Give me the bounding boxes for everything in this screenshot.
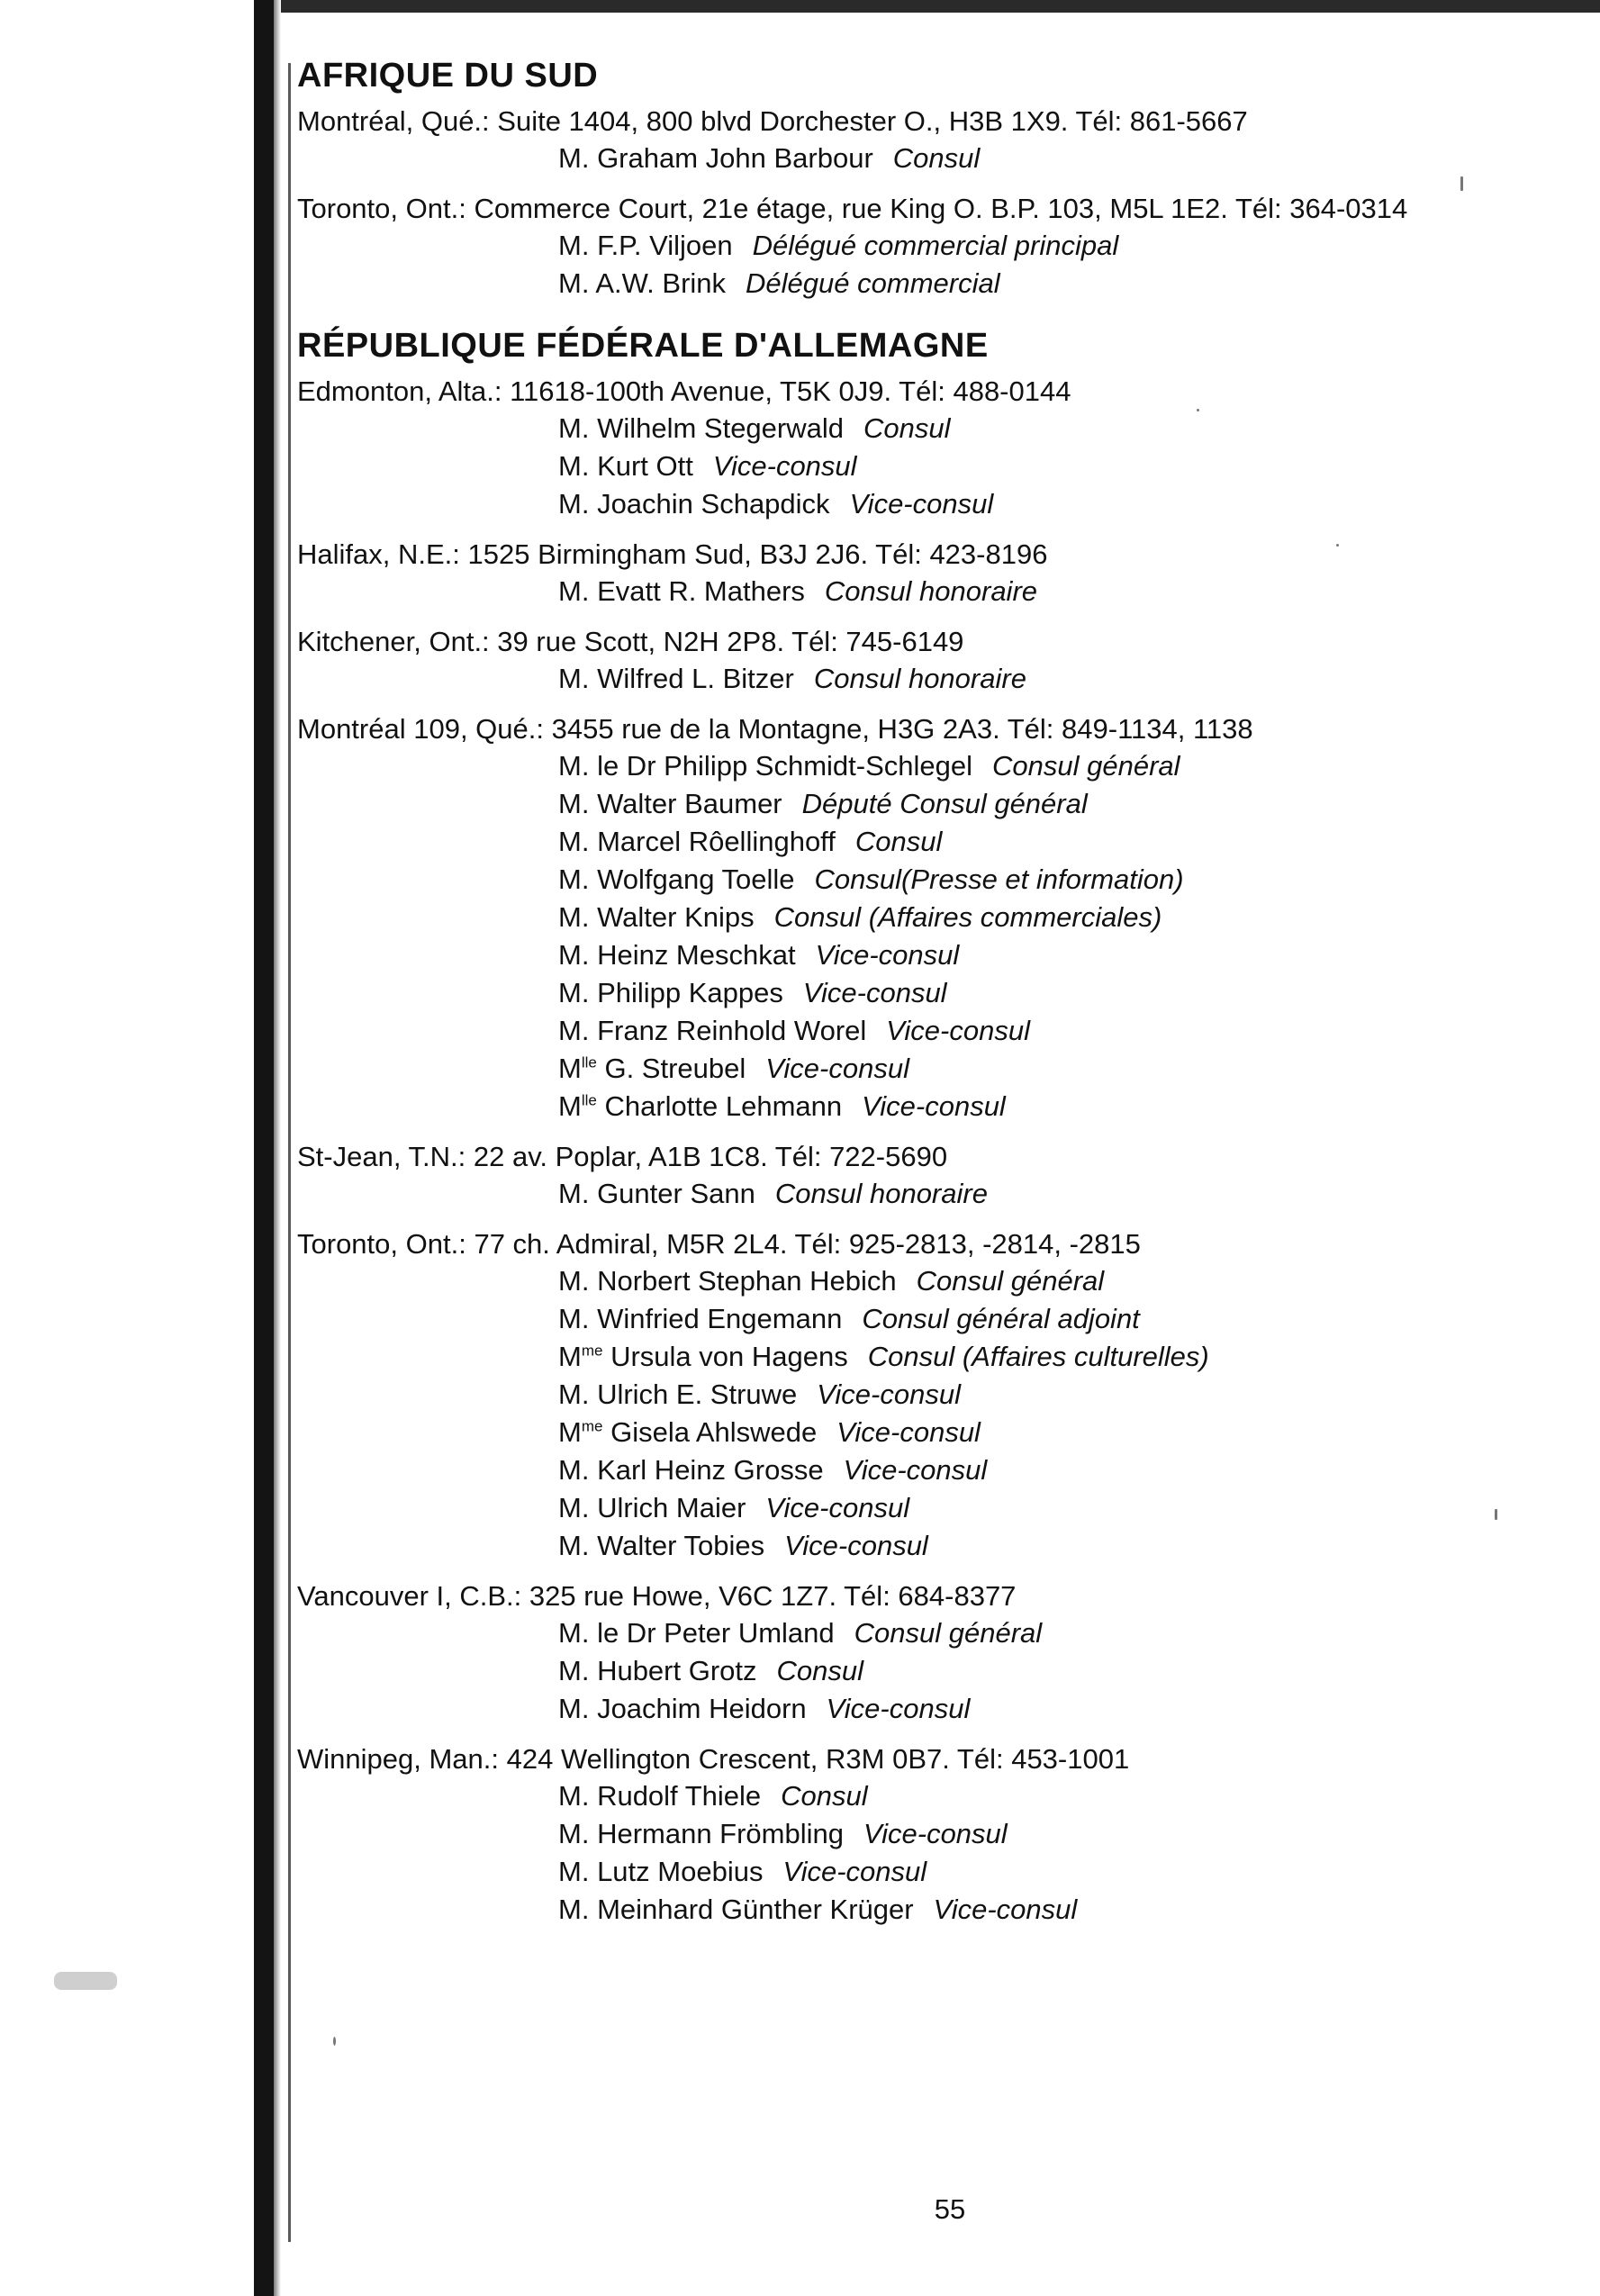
- office-address-line: [297, 1577, 1558, 1614]
- staff-name: Winfried Engemann: [597, 1303, 843, 1334]
- office-address-line: [297, 373, 1558, 410]
- staff-entry: [297, 573, 1558, 610]
- staff-name-group: [558, 1617, 835, 1649]
- name-separator: [589, 412, 597, 444]
- office-address: 77 ch. Admiral, M5R 2L4. Tél: 925-2813, -2814, -2815: [474, 1228, 1141, 1260]
- staff-name-group: [558, 1265, 897, 1297]
- office-address-line: [297, 103, 1558, 140]
- staff-title: Consul honoraire: [813, 663, 1026, 694]
- staff-name: Kurt Ott: [597, 450, 693, 482]
- staff-entry: [297, 140, 1558, 177]
- staff-title: Consul: [863, 412, 951, 444]
- staff-prefix: M.: [558, 412, 590, 444]
- staff-prefix: M.: [558, 939, 590, 971]
- country-section: [297, 326, 1558, 1929]
- staff-name: Charlotte Lehmann: [604, 1090, 843, 1122]
- staff-entry: [297, 974, 1558, 1012]
- staff-name: Hubert Grotz: [597, 1655, 757, 1686]
- staff-name: Norbert Stephan Hebich: [597, 1265, 897, 1297]
- staff-entry: [297, 660, 1558, 698]
- address-separator: [490, 105, 498, 137]
- staff-name-group: [558, 488, 830, 520]
- consulate-office: [297, 1577, 1558, 1728]
- name-separator: [589, 1617, 597, 1649]
- staff-prefix: M.: [558, 1780, 590, 1812]
- name-separator: [589, 1454, 597, 1486]
- staff-name-group: [558, 267, 726, 299]
- name-separator: [589, 1530, 597, 1561]
- staff-title: Vice-consul: [836, 1416, 981, 1448]
- staff-name-group: [558, 663, 794, 694]
- staff-name: Karl Heinz Grosse: [597, 1454, 824, 1486]
- name-separator: [589, 939, 597, 971]
- staff-prefix: M.: [558, 1492, 590, 1523]
- staff-name: le Dr Peter Umland: [597, 1617, 835, 1649]
- staff-prefix: M.: [558, 1530, 590, 1561]
- office-address-line: [297, 1225, 1558, 1262]
- staff-name-group: [558, 1416, 817, 1448]
- staff-name-group: [558, 1780, 761, 1812]
- staff-prefix: M.: [558, 267, 590, 299]
- staff-name-group: [558, 1015, 866, 1046]
- staff-name: Wilfred L. Bitzer: [597, 663, 794, 694]
- staff-title: Consul honoraire: [824, 575, 1038, 607]
- staff-name-group: [558, 1818, 844, 1849]
- staff-name: Walter Knips: [597, 901, 755, 933]
- staff-prefix: M.: [558, 1265, 590, 1297]
- staff-title: Vice-consul: [782, 1856, 927, 1887]
- directory-page: [297, 56, 1558, 1941]
- staff-name-group: [558, 977, 783, 1008]
- staff-name: Joachin Schapdick: [597, 488, 830, 520]
- staff-name: Walter Tobies: [597, 1530, 765, 1561]
- consulate-office: [297, 373, 1558, 523]
- staff-title: Vice-consul: [817, 1379, 961, 1410]
- staff-title: Vice-consul: [712, 450, 857, 482]
- office-city: Edmonton, Alta.:: [297, 375, 502, 407]
- office-city: St-Jean, T.N.:: [297, 1141, 466, 1172]
- staff-prefix: M.: [558, 575, 590, 607]
- staff-entry: [297, 747, 1558, 785]
- staff-name-group: [558, 1856, 763, 1887]
- staff-prefix: M.: [558, 1379, 590, 1410]
- page-number: 55: [934, 2193, 966, 2225]
- page-edge-line: [288, 63, 291, 2242]
- staff-name-group: [558, 1655, 757, 1686]
- address-separator: [499, 1743, 507, 1775]
- staff-prefix: M.: [558, 488, 590, 520]
- office-address: 1525 Birmingham Sud, B3J 2J6. Tél: 423-8196: [467, 538, 1048, 570]
- office-address-line: [297, 1740, 1558, 1777]
- office-city: Montréal, Qué.:: [297, 105, 490, 137]
- name-separator: [589, 750, 597, 782]
- scan-speck: [54, 1972, 117, 1990]
- staff-name-group: [558, 901, 755, 933]
- staff-title: Vice-consul: [933, 1894, 1078, 1925]
- staff-prefix-superscript: lle: [581, 1053, 597, 1071]
- staff-name: Ulrich E. Struwe: [597, 1379, 798, 1410]
- staff-name: Ursula von Hagens: [610, 1341, 848, 1372]
- staff-name: Joachim Heidorn: [597, 1693, 807, 1724]
- staff-entry: [297, 1338, 1558, 1376]
- staff-entry: [297, 1451, 1558, 1489]
- staff-prefix: M.: [558, 977, 590, 1008]
- staff-title: Consul(Presse et information): [814, 863, 1184, 895]
- name-separator: [589, 1015, 597, 1046]
- office-address: Suite 1404, 800 blvd Dorchester O., H3B 1X9. Tél: 861-5667: [497, 105, 1248, 137]
- staff-title: Délégué commercial: [746, 267, 1000, 299]
- country-heading: AFRIQUE DU SUD: [297, 57, 599, 95]
- staff-entry: [297, 1300, 1558, 1338]
- staff-name-group: [558, 1894, 914, 1925]
- staff-name-group: [558, 412, 844, 444]
- staff-entry: [297, 823, 1558, 861]
- staff-name: Gisela Ahlswede: [610, 1416, 818, 1448]
- address-separator: [521, 1580, 529, 1612]
- staff-name-group: [558, 939, 796, 971]
- office-address: Commerce Court, 21e étage, rue King O. B.P. 103, M5L 1E2. Tél: 364-0314: [474, 193, 1408, 224]
- name-separator: [589, 1178, 597, 1209]
- staff-prefix-superscript: lle: [581, 1091, 597, 1109]
- staff-name: G. Streubel: [604, 1053, 746, 1084]
- staff-title: Vice-consul: [862, 1090, 1006, 1122]
- staff-name-group: [558, 1178, 755, 1209]
- staff-title: Consul: [892, 142, 981, 174]
- staff-entry: [297, 227, 1558, 265]
- staff-prefix-superscript: me: [581, 1342, 603, 1360]
- office-city: Toronto, Ont.:: [297, 1228, 466, 1260]
- office-address: 424 Wellington Crescent, R3M 0B7. Tél: 453-1001: [506, 1743, 1130, 1775]
- staff-name: Ulrich Maier: [597, 1492, 746, 1523]
- staff-name-group: [558, 750, 972, 782]
- staff-prefix: M: [558, 1053, 582, 1084]
- scan-top-border: [270, 0, 1600, 13]
- staff-prefix: M.: [558, 1894, 590, 1925]
- staff-title: Vice-consul: [849, 488, 994, 520]
- staff-name-group: [558, 1454, 824, 1486]
- scan-binding-shadow: [274, 0, 281, 2296]
- office-address: 3455 rue de la Montagne, H3G 2A3. Tél: 849-1134, 1138: [551, 713, 1253, 745]
- staff-title: Consul: [781, 1780, 868, 1812]
- office-address: 22 av. Poplar, A1B 1C8. Tél: 722-5690: [473, 1141, 948, 1172]
- consulate-office: [297, 1225, 1558, 1565]
- office-city: Winnipeg, Man.:: [297, 1743, 499, 1775]
- staff-name: Rudolf Thiele: [597, 1780, 762, 1812]
- address-separator: [460, 538, 468, 570]
- address-separator: [490, 626, 498, 657]
- staff-entry: [297, 1527, 1558, 1565]
- staff-entry: [297, 861, 1558, 899]
- staff-name-group: [558, 450, 693, 482]
- staff-name: Hermann Frömbling: [597, 1818, 844, 1849]
- consulate-office: [297, 536, 1558, 610]
- consulate-office: [297, 1740, 1558, 1929]
- staff-title: Vice-consul: [784, 1530, 928, 1561]
- staff-entry: [297, 1652, 1558, 1690]
- address-separator: [466, 1141, 474, 1172]
- staff-prefix: M.: [558, 1015, 590, 1046]
- office-address-line: [297, 536, 1558, 573]
- name-separator: [589, 826, 597, 857]
- office-address: 11618-100th Avenue, T5K 0J9. Tél: 488-0144: [510, 375, 1071, 407]
- name-separator: [589, 663, 597, 694]
- consulate-office: [297, 710, 1558, 1125]
- staff-title: Consul général: [854, 1617, 1043, 1649]
- staff-name-group: [558, 1090, 842, 1122]
- staff-title: Consul général: [992, 750, 1180, 782]
- name-separator: [589, 1894, 597, 1925]
- name-separator: [602, 1341, 610, 1372]
- staff-name-group: [558, 230, 733, 261]
- address-separator: [502, 375, 510, 407]
- staff-entry: [297, 1414, 1558, 1451]
- name-separator: [589, 977, 597, 1008]
- name-separator: [589, 788, 597, 819]
- staff-entry: [297, 1815, 1558, 1853]
- staff-name: le Dr Philipp Schmidt-Schlegel: [597, 750, 973, 782]
- staff-prefix: M.: [558, 450, 590, 482]
- staff-name: Evatt R. Mathers: [597, 575, 805, 607]
- staff-name: Meinhard Günther Krüger: [597, 1894, 914, 1925]
- name-separator: [589, 1856, 597, 1887]
- name-separator: [589, 575, 597, 607]
- staff-prefix: M.: [558, 901, 590, 933]
- staff-entry: [297, 1853, 1558, 1891]
- staff-name-group: [558, 826, 836, 857]
- name-separator: [589, 488, 597, 520]
- staff-entry: [297, 1690, 1558, 1728]
- staff-name: Marcel Rôellinghoff: [597, 826, 836, 857]
- staff-prefix: M.: [558, 1617, 590, 1649]
- staff-title: Député Consul général: [801, 788, 1088, 819]
- staff-prefix: M: [558, 1090, 582, 1122]
- consulate-office: [297, 103, 1558, 177]
- staff-prefix: M.: [558, 750, 590, 782]
- staff-title: Consul (Affaires commerciales): [773, 901, 1162, 933]
- office-address-line: [297, 623, 1558, 660]
- staff-name: Graham John Barbour: [597, 142, 873, 174]
- name-separator: [589, 450, 597, 482]
- staff-name-group: [558, 1379, 797, 1410]
- staff-name: Lutz Moebius: [597, 1856, 764, 1887]
- staff-entry: [297, 447, 1558, 485]
- staff-title: Vice-consul: [886, 1015, 1030, 1046]
- staff-title: Vice-consul: [826, 1693, 971, 1724]
- name-separator: [589, 1492, 597, 1523]
- name-separator: [589, 1379, 597, 1410]
- staff-entry: [297, 1088, 1558, 1125]
- staff-title: Vice-consul: [815, 939, 960, 971]
- consulate-office: [297, 190, 1558, 303]
- staff-prefix: M.: [558, 826, 590, 857]
- staff-prefix: M.: [558, 1856, 590, 1887]
- name-separator: [589, 1303, 597, 1334]
- consulate-office: [297, 623, 1558, 698]
- office-city: Vancouver I, C.B.:: [297, 1580, 522, 1612]
- staff-name-group: [558, 575, 805, 607]
- staff-prefix: M.: [558, 1818, 590, 1849]
- staff-prefix: M.: [558, 230, 590, 261]
- staff-entry: [297, 1376, 1558, 1414]
- staff-title: Vice-consul: [863, 1818, 1008, 1849]
- country-section: [297, 56, 1558, 303]
- staff-entry: [297, 1050, 1558, 1088]
- staff-title: Consul (Affaires culturelles): [867, 1341, 1209, 1372]
- staff-prefix: M.: [558, 1303, 590, 1334]
- name-separator: [589, 1693, 597, 1724]
- staff-name: F.P. Viljoen: [597, 230, 733, 261]
- staff-title: Délégué commercial principal: [752, 230, 1119, 261]
- name-separator: [589, 1655, 597, 1686]
- staff-entry: [297, 485, 1558, 523]
- staff-title: Consul: [776, 1655, 864, 1686]
- office-address: 39 rue Scott, N2H 2P8. Tél: 745-6149: [497, 626, 964, 657]
- address-separator: [544, 713, 552, 745]
- staff-name-group: [558, 863, 795, 895]
- staff-name-group: [558, 1053, 746, 1084]
- office-address-line: [297, 190, 1558, 227]
- staff-entry: [297, 1891, 1558, 1929]
- staff-name: Wolfgang Toelle: [597, 863, 795, 895]
- staff-prefix: M.: [558, 1655, 590, 1686]
- name-separator: [589, 901, 597, 933]
- staff-entry: [297, 410, 1558, 447]
- staff-prefix: M.: [558, 863, 590, 895]
- staff-name-group: [558, 1303, 842, 1334]
- office-address-line: [297, 710, 1558, 747]
- staff-entry: [297, 899, 1558, 936]
- name-separator: [589, 1780, 597, 1812]
- staff-name-group: [558, 1530, 764, 1561]
- staff-name: A.W. Brink: [595, 267, 727, 299]
- scan-speck: [333, 2037, 336, 2046]
- staff-entry: [297, 1489, 1558, 1527]
- staff-prefix: M.: [558, 663, 590, 694]
- staff-entry: [297, 785, 1558, 823]
- name-separator: [589, 863, 597, 895]
- office-address-line: [297, 1138, 1558, 1175]
- staff-name: Philipp Kappes: [597, 977, 783, 1008]
- staff-entry: [297, 1777, 1558, 1815]
- staff-name-group: [558, 142, 873, 174]
- staff-title: Consul général: [916, 1265, 1105, 1297]
- staff-prefix: M.: [558, 142, 590, 174]
- staff-entry: [297, 1614, 1558, 1652]
- staff-title: Consul honoraire: [774, 1178, 988, 1209]
- office-city: Kitchener, Ont.:: [297, 626, 490, 657]
- name-separator: [589, 142, 597, 174]
- staff-name: Franz Reinhold Worel: [597, 1015, 867, 1046]
- staff-prefix: M: [558, 1341, 582, 1372]
- staff-title: Consul général adjoint: [862, 1303, 1140, 1334]
- staff-title: Vice-consul: [765, 1492, 910, 1523]
- office-city: Toronto, Ont.:: [297, 193, 466, 224]
- consulate-office: [297, 1138, 1558, 1213]
- staff-prefix: M.: [558, 788, 590, 819]
- staff-name-group: [558, 1341, 848, 1372]
- staff-name: Heinz Meschkat: [597, 939, 796, 971]
- staff-title: Consul: [854, 826, 943, 857]
- office-city: Montréal 109, Qué.:: [297, 713, 544, 745]
- staff-prefix: M.: [558, 1454, 590, 1486]
- country-heading: RÉPUBLIQUE FÉDÉRALE D'ALLEMAGNE: [297, 327, 989, 365]
- staff-name: Gunter Sann: [597, 1178, 755, 1209]
- staff-name-group: [558, 788, 782, 819]
- staff-prefix-superscript: me: [581, 1417, 603, 1435]
- name-separator: [602, 1416, 610, 1448]
- office-address: 325 rue Howe, V6C 1Z7. Tél: 684-8377: [529, 1580, 1017, 1612]
- staff-entry: [297, 1262, 1558, 1300]
- staff-prefix: M: [558, 1416, 582, 1448]
- name-separator: [589, 230, 597, 261]
- staff-name: Wilhelm Stegerwald: [597, 412, 844, 444]
- staff-entry: [297, 936, 1558, 974]
- staff-name: Walter Baumer: [597, 788, 782, 819]
- staff-prefix: M.: [558, 1178, 590, 1209]
- staff-entry: [297, 1012, 1558, 1050]
- staff-entry: [297, 265, 1558, 303]
- staff-title: Vice-consul: [843, 1454, 988, 1486]
- staff-title: Vice-consul: [802, 977, 947, 1008]
- staff-prefix: M.: [558, 1693, 590, 1724]
- staff-entry: [297, 1175, 1558, 1213]
- scan-binding-edge: [254, 0, 274, 2296]
- name-separator: [589, 1265, 597, 1297]
- staff-name-group: [558, 1693, 807, 1724]
- name-separator: [589, 1818, 597, 1849]
- office-city: Halifax, N.E.:: [297, 538, 460, 570]
- staff-name-group: [558, 1492, 746, 1523]
- staff-title: Vice-consul: [765, 1053, 909, 1084]
